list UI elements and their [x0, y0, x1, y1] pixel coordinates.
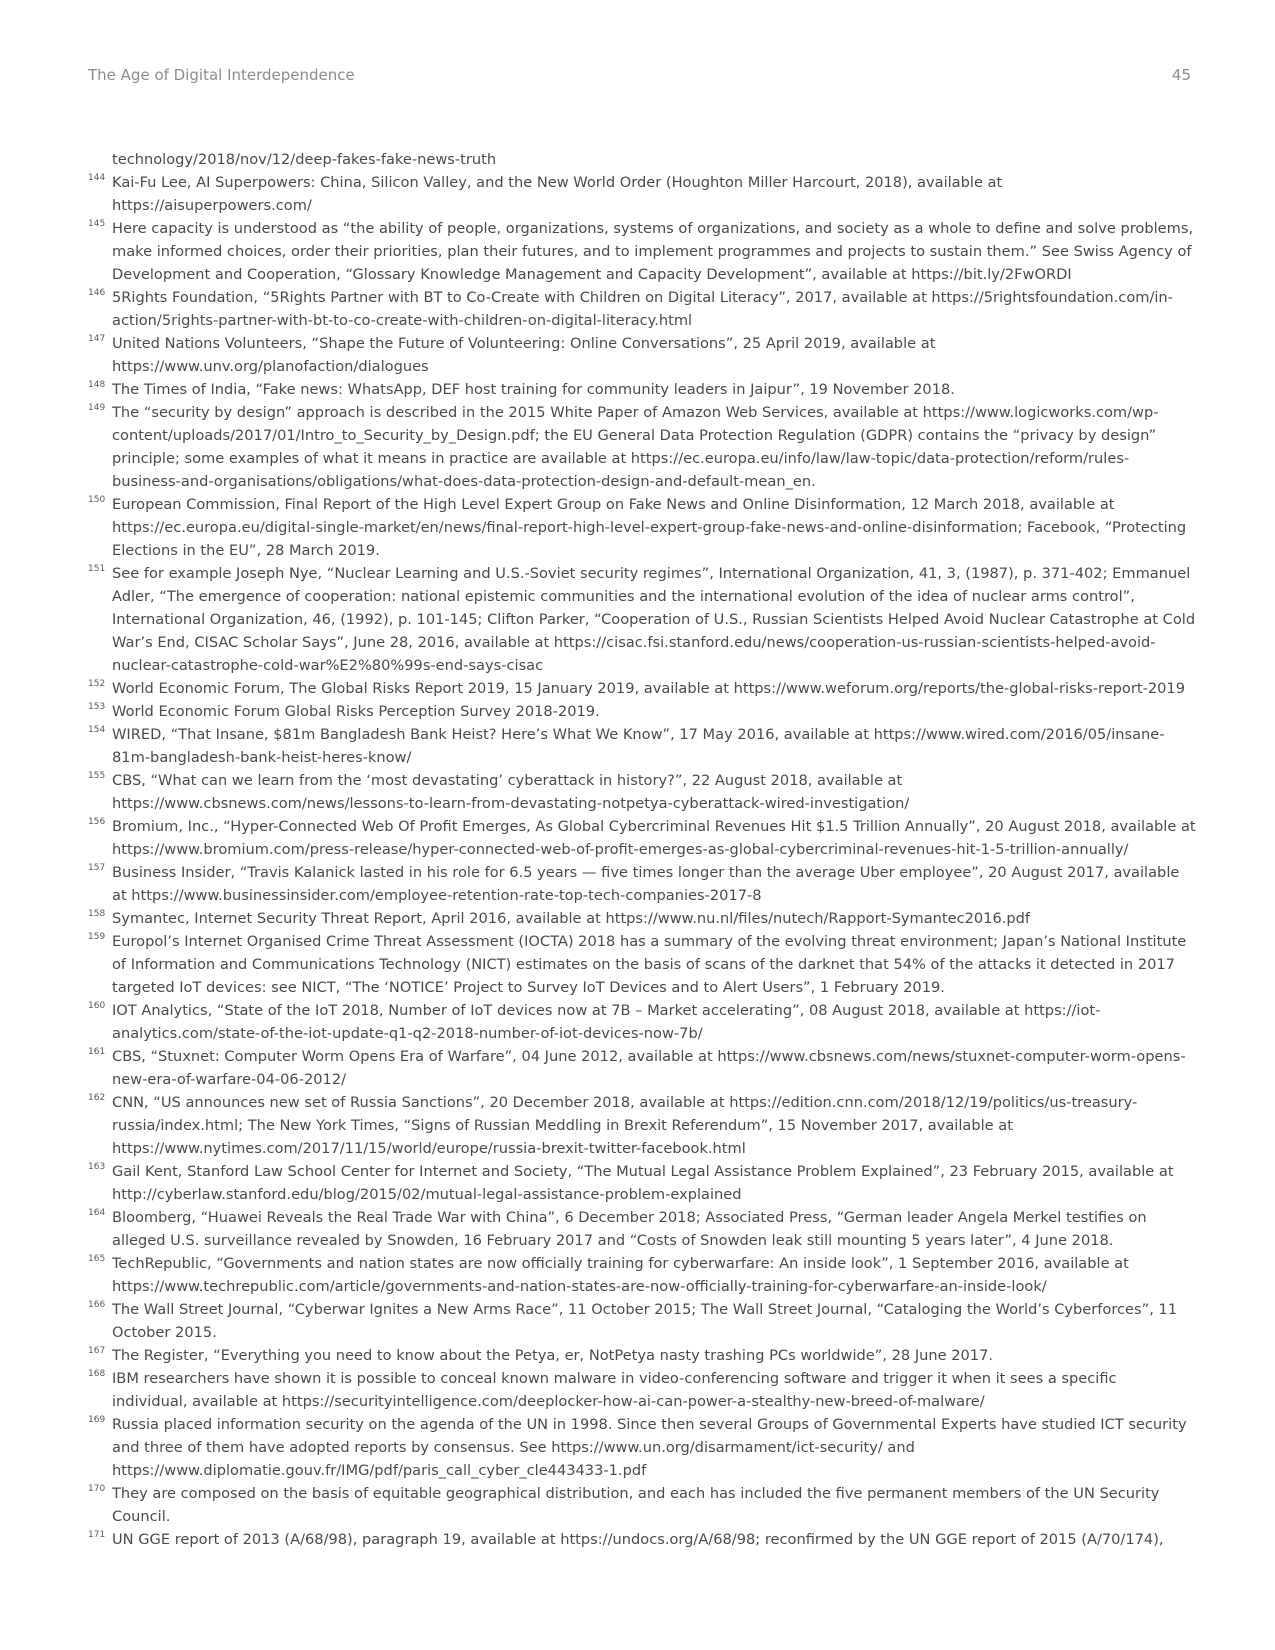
footnote	[88, 562, 1196, 677]
footnote-number: 152	[88, 679, 106, 689]
footnote	[88, 1367, 1196, 1413]
footnote-text: Here capacity is understood as “the ability of people, organizations, systems of organizations, and society as a whole to define and solve problems, make informed choices, order their priorities, plan their futures, and to implement programmes and projects to sustain them.” See Swiss Agency of Development and Cooperation, “Glossary Knowledge Management and Capacity Development”, available at https://bit.ly/2FwORDI	[112, 220, 1194, 283]
footnote-text: Russia placed information security on the agenda of the UN in 1998. Since then several Groups of Governmental Experts have studied ICT security and three of them have adopted reports by consensus. See https://www.un.org/disarmament/ict-security/ and https://www.diplomatie.gouv.fr/IMG/pdf/paris_call_cyber_cle443433-1.pdf	[112, 1416, 1187, 1479]
footnote-text: The “security by design” approach is described in the 2015 White Paper of Amazon Web Services, available at https://www.logicworks.com/wp-content/uploads/2017/01/Intro_to_Security_by_Design.pdf; the EU General Data Protection Regulation (GDPR) contains the “privacy by design” principle; some examples of what it means in practice are available at https://ec.europa.eu/info/law/law-topic/data-protection/reform/rules-business-and-organisations/obligations/what-does-data-protection-design-and-default-mean_en.	[112, 404, 1159, 490]
footnote	[88, 1298, 1196, 1344]
footnote-number: 162	[88, 1093, 106, 1103]
footnote-number: 166	[88, 1300, 106, 1310]
footnote-text: Gail Kent, Stanford Law School Center for Internet and Society, “The Mutual Legal Assistance Problem Explained”, 23 February 2015, available at http://cyberlaw.stanford.edu/blog/2015/02/mutual-legal-assistance-problem-explained	[112, 1163, 1174, 1203]
footnote-continuation: technology/2018/nov/12/deep-fakes-fake-news-truth	[112, 151, 497, 168]
footnote-number: 155	[88, 771, 106, 781]
footnote	[88, 286, 1196, 332]
footnote-text: The Wall Street Journal, “Cyberwar Ignites a New Arms Race”, 11 October 2015; The Wall Street Journal, “Cataloging the World’s Cyberforces”, 11 October 2015.	[112, 1301, 1178, 1341]
document-title: The Age of Digital Interdependence	[88, 66, 355, 84]
footnote-text: IBM researchers have shown it is possible to conceal known malware in video-conferencing software and trigger it when it sees a specific individual, available at https://securityintelligence.com/deeplocker-how-ai-can-power-a-stealthy-new-breed-of-malware/	[112, 1370, 1117, 1410]
footnote-number: 145	[88, 219, 106, 229]
footnote-text: United Nations Volunteers, “Shape the Future of Volunteering: Online Conversations”, 25 April 2019, available at https://www.unv.org/planofaction/dialogues	[112, 335, 936, 375]
footnote-text: Bloomberg, “Huawei Reveals the Real Trade War with China”, 6 December 2018; Associated Press, “German leader Angela Merkel testifies on alleged U.S. surveillance revealed by Snowden, 16 February 2017 and “Costs of Snowden leak still mounting 5 years later”, 4 June 2018.	[112, 1209, 1147, 1249]
footnote-number: 161	[88, 1047, 106, 1057]
footnote	[88, 861, 1196, 907]
footnote-number: 159	[88, 932, 106, 942]
footnote-text: CBS, “Stuxnet: Computer Worm Opens Era of Warfare”, 04 June 2012, available at https://www.cbsnews.com/news/stuxnet-computer-worm-opens-new-era-of-warfare-04-06-2012/	[112, 1048, 1186, 1088]
footnote	[88, 1206, 1196, 1252]
footnote-number: 147	[88, 334, 106, 344]
footnote	[88, 332, 1196, 378]
footnote-number: 154	[88, 725, 106, 735]
footnote-text: World Economic Forum Global Risks Perception Survey 2018-2019.	[112, 703, 600, 720]
footnote-number: 148	[88, 380, 106, 390]
footnote-text: Business Insider, “Travis Kalanick lasted in his role for 6.5 years — five times longer than the average Uber employee”, 20 August 2017, available at https://www.businessinsider.com/employee-retention-rate-top-tech-companies-2017-8	[112, 864, 1180, 904]
footnote-number: 146	[88, 288, 106, 298]
footnote-number: 160	[88, 1001, 106, 1011]
footnote	[88, 723, 1196, 769]
footnote-text: IOT Analytics, “State of the IoT 2018, Number of IoT devices now at 7B – Market accelerating”, 08 August 2018, available at https://iot-analytics.com/state-of-the-iot-update-q1-q2-2018-number-of-iot-devices-now-7b/	[112, 1002, 1101, 1042]
footnote-number: 157	[88, 863, 106, 873]
page-header	[88, 66, 1191, 88]
footnote	[88, 677, 1196, 700]
footnote	[88, 1160, 1196, 1206]
footnote-text: WIRED, “That Insane, $81m Bangladesh Bank Heist? Here’s What We Know”, 17 May 2016, available at https://www.wired.com/2016/05/insane-81m-bangladesh-bank-heist-heres-know/	[112, 726, 1165, 766]
footnote	[88, 217, 1196, 286]
footnote	[88, 1045, 1196, 1091]
footnote-text: They are composed on the basis of equitable geographical distribution, and each has included the five permanent members of the UN Security Council.	[112, 1485, 1160, 1525]
footnote-number: 167	[88, 1346, 106, 1356]
footnote-text: See for example Joseph Nye, “Nuclear Learning and U.S.-Soviet security regimes”, International Organization, 41, 3, (1987), p. 371-402; Emmanuel Adler, “The emergence of cooperation: national epistemic communities and the international evolution of the idea of nuclear arms control”, International Organization, 46, (1992), p. 101-145; Clifton Parker, “Cooperation of U.S., Russian Scientists Helped Avoid Nuclear Catastrophe at Cold War’s End, CISAC Scholar Says”, June 28, 2016, available at https://cisac.fsi.stanford.edu/news/cooperation-us-russian-scientists-helped-avoid-nuclear-catastrophe-cold-war%E2%80%99s-end-says-cisac	[112, 565, 1196, 674]
footnote-number: 149	[88, 403, 106, 413]
footnote-text: European Commission, Final Report of the High Level Expert Group on Fake News and Online Disinformation, 12 March 2018, available at https://ec.europa.eu/digital-single-market/en/news/final-report-high-level-expert-group-fake-news-and-online-disinformation; Facebook, “Protecting Elections in the EU”, 28 March 2019.	[112, 496, 1187, 559]
footnote	[88, 769, 1196, 815]
endnotes-list	[88, 148, 1196, 1551]
footnote-number: 156	[88, 817, 106, 827]
footnote	[88, 815, 1196, 861]
footnote-number: 144	[88, 173, 106, 183]
footnote-number: 151	[88, 564, 106, 574]
footnote	[88, 1091, 1196, 1160]
footnote-number: 153	[88, 702, 106, 712]
footnote-number: 171	[88, 1530, 106, 1540]
footnote-number: 169	[88, 1415, 106, 1425]
footnote	[88, 401, 1196, 493]
footnote-text: Symantec, Internet Security Threat Report, April 2016, available at https://www.nu.nl/files/nutech/Rapport-Symantec2016.pdf	[112, 910, 1031, 927]
footnote-text: Europol’s Internet Organised Crime Threat Assessment (IOCTA) 2018 has a summary of the evolving threat environment; Japan’s National Institute of Information and Communications Technology (NICT) estimates on the basis of scans of the darknet that 54% of the attacks it detected in 2017 targeted IoT devices: see NICT, “The ‘NOTICE’ Project to Survey IoT Devices and to Alert Users”, 1 February 2019.	[112, 933, 1187, 996]
footnote-number: 170	[88, 1484, 106, 1494]
footnote-number: 168	[88, 1369, 106, 1379]
footnote-number: 164	[88, 1208, 106, 1218]
footnote	[88, 1344, 1196, 1367]
footnote	[88, 999, 1196, 1045]
footnote-text: CNN, “US announces new set of Russia Sanctions”, 20 December 2018, available at https://edition.cnn.com/2018/12/19/politics/us-treasury-russia/index.html; The New York Times, “Signs of Russian Meddling in Brexit Referendum”, 15 November 2017, available at https://www.nytimes.com/2017/11/15/world/europe/russia-brexit-twitter-facebook.html	[112, 1094, 1138, 1157]
footnote	[88, 930, 1196, 999]
footnote-text: Kai-Fu Lee, AI Superpowers: China, Silicon Valley, and the New World Order (Houghton Miller Harcourt, 2018), available at https://aisuperpowers.com/	[112, 174, 1003, 214]
page-number: 45	[1171, 66, 1191, 84]
footnote	[88, 1482, 1196, 1528]
footnote-number: 165	[88, 1254, 106, 1264]
footnote-number: 150	[88, 495, 106, 505]
footnote	[88, 700, 1196, 723]
footnote	[88, 1252, 1196, 1298]
footnote-text: The Register, “Everything you need to know about the Petya, er, NotPetya nasty trashing PCs worldwide”, 28 June 2017.	[112, 1347, 994, 1364]
footnote-number: 158	[88, 909, 106, 919]
footnote-text: TechRepublic, “Governments and nation states are now officially training for cyberwarfare: An inside look”, 1 September 2016, available at https://www.techrepublic.com/article/governments-and-nation-states-are-now-officially-training-for-cyberwarfare-an-inside-look/	[112, 1255, 1129, 1295]
footnote	[88, 171, 1196, 217]
footnote	[88, 1528, 1196, 1551]
footnote-text: CBS, “What can we learn from the ‘most devastating’ cyberattack in history?”, 22 August 2018, available at https://www.cbsnews.com/news/lessons-to-learn-from-devastating-notpetya-cyberattack-wired-investigation/	[112, 772, 910, 812]
footnote-text: 5Rights Foundation, “5Rights Partner with BT to Co-Create with Children on Digital Literacy”, 2017, available at https://5rightsfoundation.com/in-action/5rights-partner-with-bt-to-co-create-with-children-on-digital-literacy.html	[112, 289, 1173, 329]
footnote-text: UN GGE report of 2013 (A/68/98), paragraph 19, available at https://undocs.org/A/68/98; reconfirmed by the UN GGE report of 2015 (A/70/174),	[112, 1531, 1164, 1548]
footnote	[88, 907, 1196, 930]
footnote	[88, 493, 1196, 562]
footnote-number: 163	[88, 1162, 106, 1172]
footnote	[88, 378, 1196, 401]
footnote-text: World Economic Forum, The Global Risks Report 2019, 15 January 2019, available at https://www.weforum.org/reports/the-global-risks-report-2019	[112, 680, 1185, 697]
footnote-text: The Times of India, “Fake news: WhatsApp, DEF host training for community leaders in Jaipur”, 19 November 2018.	[112, 381, 955, 398]
footnote	[88, 1413, 1196, 1482]
footnote-text: Bromium, Inc., “Hyper-Connected Web Of Profit Emerges, As Global Cybercriminal Revenues Hit $1.5 Trillion Annually”, 20 August 2018, available at https://www.bromium.com/press-release/hyper-connected-web-of-profit-emerges-as-global-cybercriminal-revenues-hit-1-5-trillion-annually/	[112, 818, 1196, 858]
